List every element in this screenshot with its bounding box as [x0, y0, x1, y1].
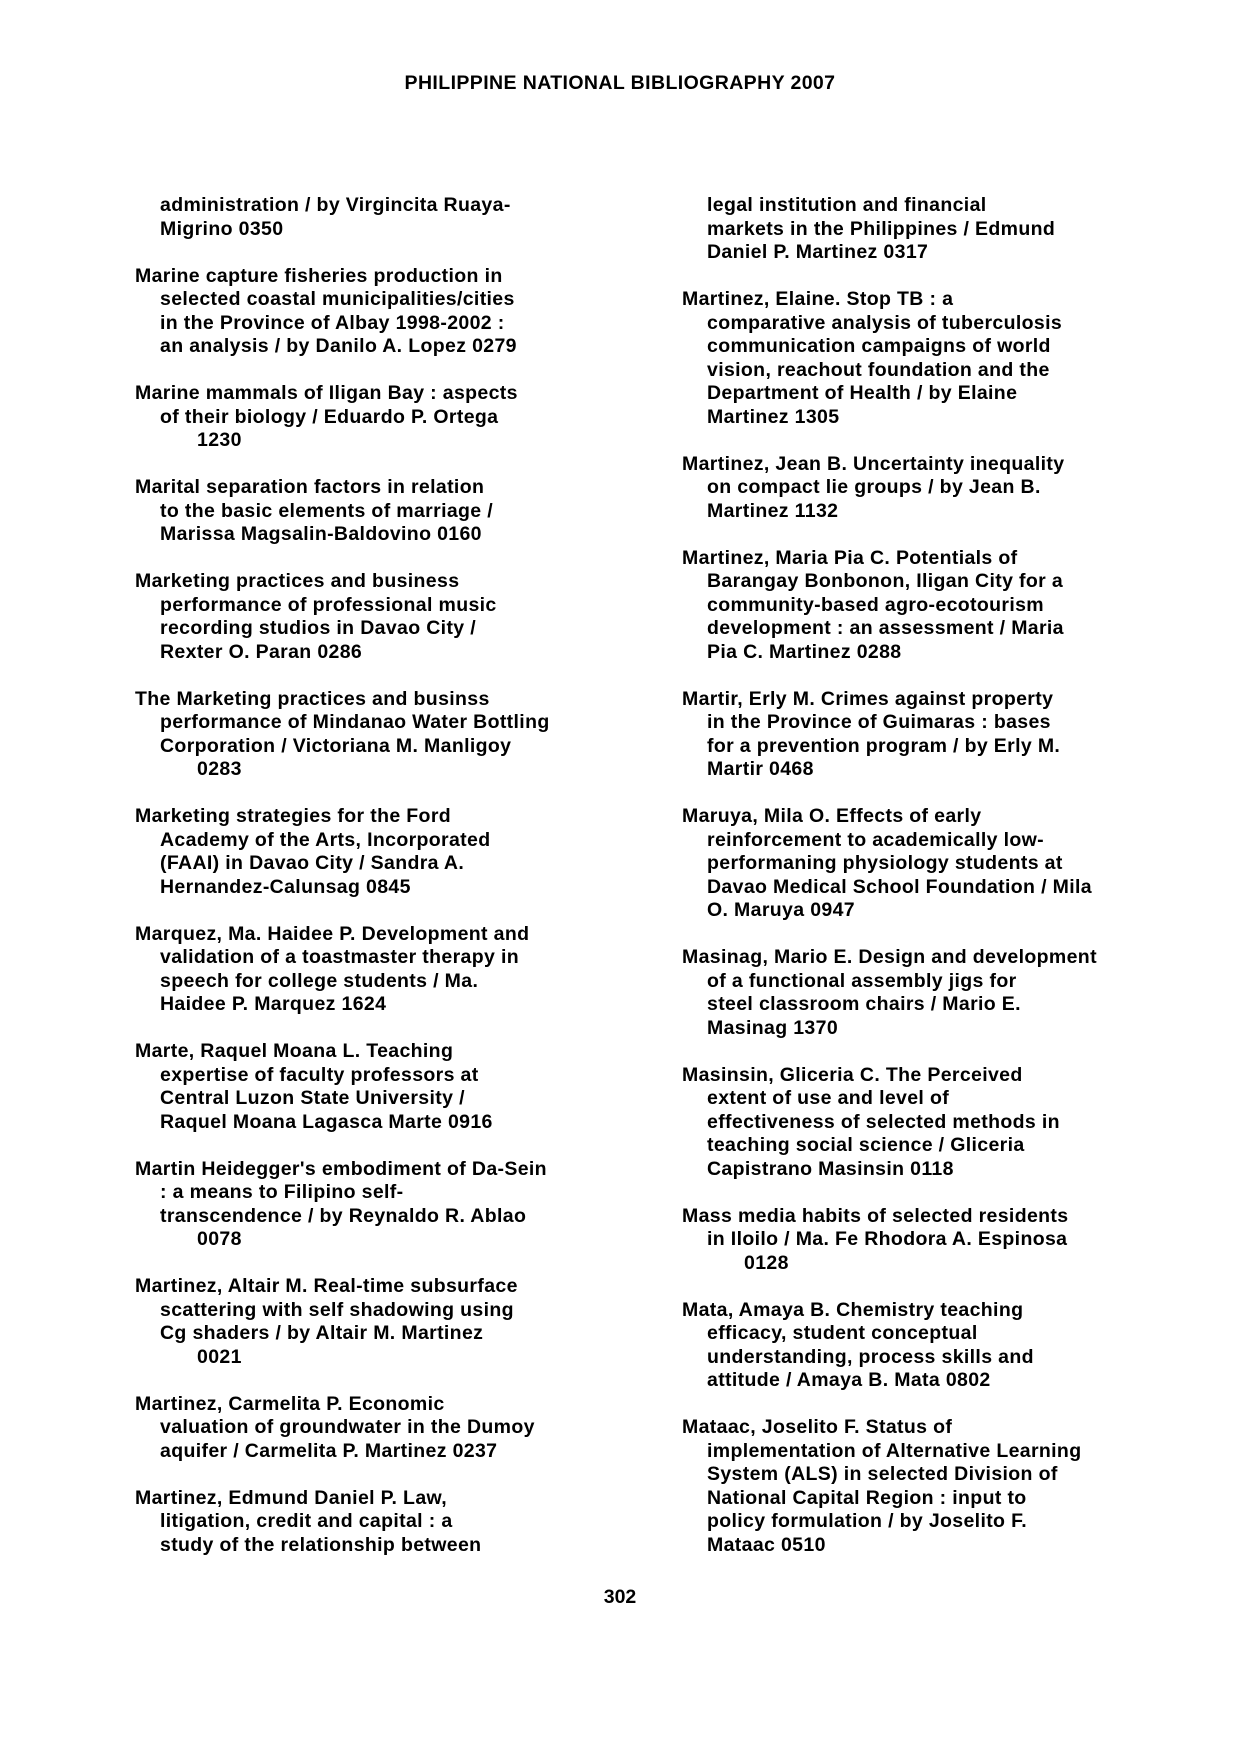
entry-line: Martinez, Altair M. Real-time subsurface: [135, 1275, 518, 1297]
bibliography-entry: [135, 570, 665, 664]
right-column: [682, 194, 1197, 1581]
entry-line: Marketing practices and business: [135, 570, 460, 592]
entry-line: Marital separation factors in relation: [135, 476, 485, 498]
entry-line: 0021: [197, 1345, 242, 1368]
entry-line: Marte, Raquel Moana L. Teaching: [135, 1040, 454, 1062]
left-column: [135, 194, 665, 1581]
bibliography-entry: [682, 946, 1197, 1040]
entry-line: Mass media habits of selected residents: [682, 1204, 1069, 1227]
bibliography-entry: [135, 476, 665, 547]
bibliography-entry: [135, 688, 665, 782]
entry-line: performance of professional music: [160, 593, 497, 616]
entry-line: effectiveness of selected methods in: [707, 1110, 1060, 1133]
entry-line: Martinez, Maria Pia C. Potentials of: [682, 546, 1018, 569]
entry-line: 0283: [197, 758, 242, 780]
entry-line: extent of use and level of: [707, 1087, 950, 1109]
entry-line: Martir, Erly M. Crimes against property: [682, 687, 1054, 710]
bibliography-entry: [135, 1158, 665, 1252]
entry-line: in the Province of Albay 1998-2002 :: [160, 311, 505, 334]
bibliography-entry: [682, 1299, 1197, 1393]
entry-line: vision, reachout foundation and the: [707, 358, 1050, 381]
entry-line: litigation, credit and capital : a: [160, 1510, 453, 1532]
entry-line: Hernandez-Calunsag 0845: [160, 875, 411, 898]
entry-line: Haidee P. Marquez 1624: [160, 993, 387, 1015]
entry-line: legal institution and financial: [707, 194, 987, 216]
bibliography-entry: [135, 265, 665, 359]
entry-line: markets in the Philippines / Edmund: [707, 217, 1056, 240]
entry-line: reinforcement to academically low-: [707, 828, 1045, 851]
bibliography-entry: [135, 1393, 665, 1464]
entry-line: in the Province of Guimaras : bases: [707, 711, 1051, 733]
entry-line: Martinez, Carmelita P. Economic: [135, 1392, 445, 1415]
bibliography-entry: [135, 805, 665, 899]
entry-line: Masinsin, Gliceria C. The Perceived: [682, 1063, 1023, 1086]
entry-line: communication campaigns of world: [707, 335, 1051, 357]
entry-line: efficacy, student conceptual: [707, 1322, 978, 1344]
entry-line: development : an assessment / Maria: [707, 617, 1064, 639]
entry-line: Raquel Moana Lagasca Marte 0916: [160, 1110, 493, 1133]
entry-line: teaching social science / Gliceria: [707, 1134, 1025, 1156]
entry-line: Mata, Amaya B. Chemistry teaching: [682, 1298, 1024, 1321]
entry-line: performaning physiology students at: [707, 852, 1063, 874]
entry-line: Rexter O. Paran 0286: [160, 640, 363, 663]
running-head: PHILIPPINE NATIONAL BIBLIOGRAPHY 2007: [404, 72, 836, 94]
entry-line: Marine capture fisheries production in: [135, 264, 503, 287]
entry-line: Masinag, Mario E. Design and development: [682, 946, 1097, 968]
entry-line: Daniel P. Martinez 0317: [707, 241, 929, 263]
entry-line: Migrino 0350: [160, 217, 284, 240]
entry-line: Mataac, Joselito F. Status of: [682, 1416, 953, 1438]
bibliography-entry: [682, 288, 1197, 429]
entry-line: expertise of faculty professors at: [160, 1063, 479, 1086]
entry-line: community-based agro-ecotourism: [707, 593, 1044, 616]
entry-line: scattering with self shadowing using: [160, 1298, 514, 1321]
bibliography-entry: [682, 805, 1197, 923]
entry-line: implementation of Alternative Learning: [707, 1439, 1082, 1462]
entry-line: comparative analysis of tuberculosis: [707, 311, 1063, 334]
entry-line: to the basic elements of marriage /: [160, 499, 494, 522]
entry-line: Masinag 1370: [707, 1016, 839, 1039]
entry-line: Davao Medical School Foundation / Mila: [707, 875, 1092, 898]
entry-line: Barangay Bonbonon, Iligan City for a: [707, 570, 1064, 592]
entry-line: of their biology / Eduardo P. Ortega: [160, 405, 499, 428]
entry-line: National Capital Region : input to: [707, 1486, 1027, 1509]
entry-line: Martir 0468: [707, 758, 814, 780]
entry-line: understanding, process skills and: [707, 1345, 1034, 1368]
page-number: 302: [603, 1586, 637, 1608]
entry-line: in Iloilo / Ma. Fe Rhodora A. Espinosa: [707, 1228, 1068, 1250]
entry-line: speech for college students / Ma.: [160, 969, 479, 992]
entry-line: Cg shaders / by Altair M. Martinez: [160, 1322, 484, 1344]
bibliography-entry: [135, 1040, 665, 1134]
entry-line: Martinez, Jean B. Uncertainty inequality: [682, 452, 1065, 475]
entry-line: steel classroom chairs / Mario E.: [707, 993, 1021, 1015]
entry-line: of a functional assembly jigs for: [707, 969, 1017, 992]
entry-line: Corporation / Victoriana M. Manligoy: [160, 734, 512, 757]
bibliography-entry: [135, 1487, 665, 1558]
entry-line: System (ALS) in selected Division of: [707, 1463, 1058, 1485]
entry-line: recording studios in Davao City /: [160, 617, 477, 639]
entry-line: study of the relationship between: [160, 1533, 482, 1556]
entry-line: an analysis / by Danilo A. Lopez 0279: [160, 335, 517, 357]
entry-line: Pia C. Martinez 0288: [707, 640, 902, 663]
entry-line: Marissa Magsalin-Baldovino 0160: [160, 523, 482, 545]
bibliography-entry: [682, 194, 1197, 265]
entry-line: Marquez, Ma. Haidee P. Development and: [135, 922, 530, 945]
entry-line: Maruya, Mila O. Effects of early: [682, 805, 982, 827]
entry-line: Mataac 0510: [707, 1533, 826, 1556]
bibliography-entry: [135, 923, 665, 1017]
entry-line: Martinez 1305: [707, 405, 840, 428]
entry-line: 0128: [744, 1251, 789, 1274]
entry-line: 0078: [197, 1228, 242, 1250]
entry-line: Academy of the Arts, Incorporated: [160, 828, 491, 851]
entry-line: Marketing strategies for the Ford: [135, 805, 452, 827]
entry-line: O. Maruya 0947: [707, 899, 855, 921]
bibliography-entry: [135, 382, 665, 453]
entry-line: for a prevention program / by Erly M.: [707, 734, 1061, 757]
entry-line: The Marketing practices and businss: [135, 687, 490, 710]
entry-line: Marine mammals of Iligan Bay : aspects: [135, 382, 518, 404]
entry-line: Martinez, Edmund Daniel P. Law,: [135, 1486, 448, 1509]
entry-line: valuation of groundwater in the Dumoy: [160, 1416, 535, 1438]
bibliography-entry: [682, 453, 1197, 524]
entry-line: Department of Health / by Elaine: [707, 382, 1018, 404]
bibliography-entry: [682, 1064, 1197, 1182]
entry-line: Martinez, Elaine. Stop TB : a: [682, 288, 954, 310]
bibliography-entry: [682, 1416, 1197, 1557]
entry-line: transcendence / by Reynaldo R. Ablao: [160, 1204, 527, 1227]
entry-line: on compact lie groups / by Jean B.: [707, 476, 1041, 498]
bibliography-entry: [682, 688, 1197, 782]
bibliography-entry: [682, 1205, 1197, 1276]
entry-line: 1230: [197, 429, 242, 451]
bibliography-entry: [135, 194, 665, 241]
entry-line: Central Luzon State University /: [160, 1087, 465, 1109]
entry-line: validation of a toastmaster therapy in: [160, 946, 519, 968]
entry-line: Martinez 1132: [707, 499, 839, 522]
entry-line: (FAAI) in Davao City / Sandra A.: [160, 852, 465, 874]
entry-line: Martin Heidegger's embodiment of Da-Sein: [135, 1157, 547, 1180]
entry-line: Capistrano Masinsin 0118: [707, 1157, 954, 1180]
entry-line: policy formulation / by Joselito F.: [707, 1510, 1027, 1532]
entry-line: aquifer / Carmelita P. Martinez 0237: [160, 1439, 498, 1462]
entry-line: selected coastal municipalities/cities: [160, 288, 515, 310]
entry-line: performance of Mindanao Water Bottling: [160, 711, 550, 733]
bibliography-entry: [135, 1275, 665, 1369]
entry-line: administration / by Virgincita Ruaya-: [160, 194, 511, 216]
entry-line: : a means to Filipino self-: [160, 1181, 404, 1203]
bibliography-entry: [682, 547, 1197, 665]
entry-line: attitude / Amaya B. Mata 0802: [707, 1369, 991, 1391]
